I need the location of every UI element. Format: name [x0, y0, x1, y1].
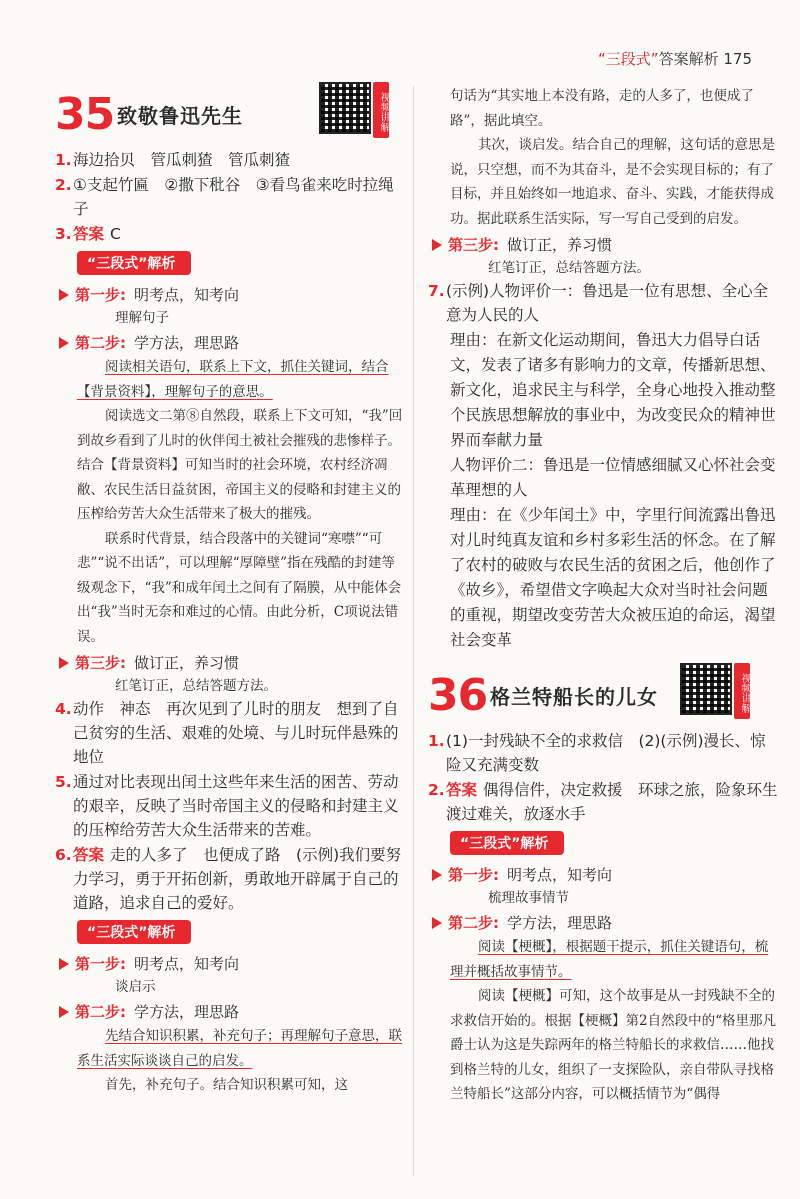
left-column — [55, 80, 405, 1098]
step-3 — [55, 651, 405, 675]
chapter-title: 致敬鲁迅先生 — [117, 103, 243, 128]
answer-item-4 — [55, 697, 405, 769]
answer-item-2 — [428, 778, 794, 826]
answer-label: 答案 — [446, 781, 478, 799]
page-number: 175 — [723, 50, 752, 68]
analysis-paragraph-cont: 句话为“其实地上本没有路，走的人多了，也便成了路”，据此填空。 — [450, 88, 754, 129]
step-detail: 梳理故事情节 — [488, 890, 569, 906]
step-detail: 红笔订正，总结答题方法。 — [115, 678, 277, 694]
answer-label: 答案 — [73, 225, 105, 243]
step-label: 第二步: — [448, 914, 499, 932]
chapter-title: 格兰特船长的儿女 — [490, 684, 658, 709]
item-number: 1. — [428, 732, 445, 750]
method-paragraph: 先结合知识积累，补充句子；再理解句子意思，联系生活实际谈谈自己的启发。 — [77, 1028, 402, 1069]
step-label: 第一步: — [75, 286, 126, 304]
arrow-icon — [432, 239, 442, 251]
header-tag: “三段式” — [598, 50, 659, 68]
step-title: 明考点，知考向 — [134, 286, 240, 304]
step-title: 明考点，知考向 — [507, 866, 613, 884]
item-text: C — [110, 225, 121, 243]
step-title: 做订正，养习惯 — [507, 236, 613, 254]
step-detail: 谈启示 — [115, 979, 156, 995]
header-title: 答案解析 — [658, 50, 719, 68]
item-text: 偶得信件，决定救援 环球之旅，险象环生 渡过难关，放逐水手 — [446, 781, 794, 823]
step-label: 第二步: — [75, 1003, 126, 1021]
item-number: 7. — [428, 282, 445, 300]
item-number: 4. — [55, 700, 72, 718]
item-text: 海边拾贝 管瓜刺猹 管瓜刺猹 — [73, 151, 291, 169]
step-title: 学方法，理思路 — [134, 334, 240, 352]
arrow-icon — [432, 869, 442, 881]
step-label: 第一步: — [75, 955, 126, 973]
step-label: 第一步: — [448, 866, 499, 884]
column-divider — [413, 86, 414, 1176]
method-paragraph: 阅读相关语句，联系上下文，抓住关键词，结合【背景资料】，理解句子的意思。 — [77, 359, 389, 400]
chapter-number: 36 — [428, 669, 488, 721]
step-title: 学方法，理思路 — [507, 914, 613, 932]
item-text: ①支起竹匾 ②撒下秕谷 ③看鸟雀来吃时拉绳子 — [73, 176, 394, 218]
arrow-icon — [59, 1006, 69, 1018]
analysis-paragraph-start: 首先，补充句子。结合知识积累可知，这 — [105, 1077, 348, 1093]
item-number: 6. — [55, 846, 72, 864]
chapter-36-heading — [428, 661, 778, 729]
answer-item-3 — [55, 222, 405, 246]
answer-item-5 — [55, 770, 405, 842]
item-number: 1. — [55, 151, 72, 169]
step-label: 第二步: — [75, 334, 126, 352]
step-2 — [55, 331, 405, 355]
answer-item-2 — [55, 173, 405, 221]
page-header — [598, 48, 752, 69]
reason-2: 理由：在《少年闰土》中，字里行间流露出鲁迅对儿时纯真友谊和乡村多彩生活的怀念。在了解了农村的破败与农民生活的贫困之后，他创作了《故乡》，希望借文字唤起大众对当时社会问题的重视，期望改变劳苦大众被压迫的命运，渴望社会变革 — [450, 506, 776, 649]
method-paragraph: 阅读【梗概】，根据题干提示，抓住关键语句，梳理并概括故事情节。 — [450, 939, 769, 980]
arrow-icon — [432, 917, 442, 929]
step-detail: 红笔订正，总结答题方法。 — [488, 260, 650, 276]
step-2 — [428, 911, 778, 935]
arrow-icon — [59, 337, 69, 349]
step-3 — [428, 233, 778, 257]
answer-item-1 — [55, 148, 405, 172]
analysis-pill: “三段式”解析 — [77, 251, 191, 275]
video-badge[interactable]: 视频讲解 — [373, 82, 389, 138]
step-title: 学方法，理思路 — [134, 1003, 240, 1021]
step-1 — [428, 863, 778, 887]
answer-item-1 — [428, 729, 778, 777]
item-text: (示例)人物评价一：鲁迅是一位有思想、全心全意为人民的人 — [446, 282, 769, 324]
item-number: 2. — [428, 781, 445, 799]
analysis-paragraph: 阅读【梗概】可知，这个故事是从一封残缺不全的求救信开始的。根据【梗概】第2自然段中的“格里那凡爵士认为这是失踪两年的格兰特船长的求救信……他找到格兰特的儿女，组织了一支探险队，亲自带队寻找格兰特船长”这部分内容，可以概括情节为“偶得 — [450, 988, 776, 1102]
step-detail: 理解句子 — [115, 310, 169, 326]
qr-code-icon[interactable] — [319, 82, 371, 134]
arrow-icon — [59, 958, 69, 970]
step-title: 明考点，知考向 — [134, 955, 240, 973]
arrow-icon — [59, 657, 69, 669]
analysis-paragraph: 其次，谈启发。结合自己的理解，这句话的意思是说，只空想，而不为其奋斗，是不会实现目标的；有了目标，并且始终如一地追求、奋斗、实践，才能获得成功。据此联系生活实际，写一写自己受到的启发。 — [450, 137, 775, 227]
right-column — [428, 84, 794, 1107]
item-number: 2. — [55, 176, 72, 194]
answer-item-6 — [55, 843, 405, 915]
step-2 — [55, 1000, 405, 1024]
analysis-paragraph: 阅读选文二第⑧自然段，联系上下文可知，“我”回到故乡看到了儿时的伙伴闰土被社会摧残的悲惨样子。结合【背景资料】可知当时的社会环境，农村经济凋敝、农民生活日益贫困，帝国主义的侵略和封建主义的压榨给劳苦大众生活带来了极大的摧残。 — [77, 408, 403, 522]
item-text: 通过对比表现出闰土这些年来生活的困苦、劳动的艰辛，反映了当时帝国主义的侵略和封建主义的压榨给劳苦大众生活带来的苦难。 — [73, 773, 399, 839]
item-text: 动作 神态 再次见到了儿时的朋友 想到了自己贫穷的生活、艰难的处境、与儿时玩伴悬殊的地位 — [73, 700, 399, 766]
chapter-35-heading — [55, 80, 405, 148]
analysis-pill: “三段式”解析 — [450, 831, 564, 855]
step-1 — [55, 283, 405, 307]
step-title: 做订正，养习惯 — [134, 654, 240, 672]
evaluation-2: 人物评价二：鲁迅是一位情感细腻又心怀社会变革理想的人 — [450, 456, 776, 499]
reason-1: 理由：在新文化运动期间，鲁迅大力倡导白话文，发表了诸多有影响力的文章，传播新思想、新文化，追求民主与科学，全身心地投入推动整个民族思想解放的事业中，为改变民众的精神世界而奉献力量 — [450, 331, 776, 449]
step-label: 第三步: — [75, 654, 126, 672]
arrow-icon — [59, 289, 69, 301]
item-text: 走的人多了 也便成了路 (示例)我们要努力学习，勇于开拓创新，勇敢地开辟属于自己的道路，追求自己的爱好。 — [73, 846, 402, 912]
answer-label: 答案 — [73, 846, 105, 864]
analysis-paragraph: 联系时代背景，结合段落中的关键词“寒噤”“可悲”“说不出话”，可以理解“厚障壁”指在残酷的封建等级观念下，“我”和成年闰土之间有了隔膜，从中能体会出“我”当时无奈和难过的心情。由此分析，C项说法错误。 — [77, 530, 402, 645]
analysis-pill: “三段式”解析 — [77, 920, 191, 944]
video-badge[interactable]: 视频讲解 — [734, 663, 750, 719]
answer-item-7 — [428, 279, 778, 327]
item-number: 5. — [55, 773, 72, 791]
item-text: (1)一封残缺不全的求救信 (2)(示例)漫长、惊险又充满变数 — [446, 732, 766, 774]
qr-code-icon[interactable] — [680, 663, 732, 715]
step-1 — [55, 952, 405, 976]
step-label: 第三步: — [448, 236, 499, 254]
chapter-number: 35 — [55, 88, 115, 140]
item-number: 3. — [55, 225, 72, 243]
